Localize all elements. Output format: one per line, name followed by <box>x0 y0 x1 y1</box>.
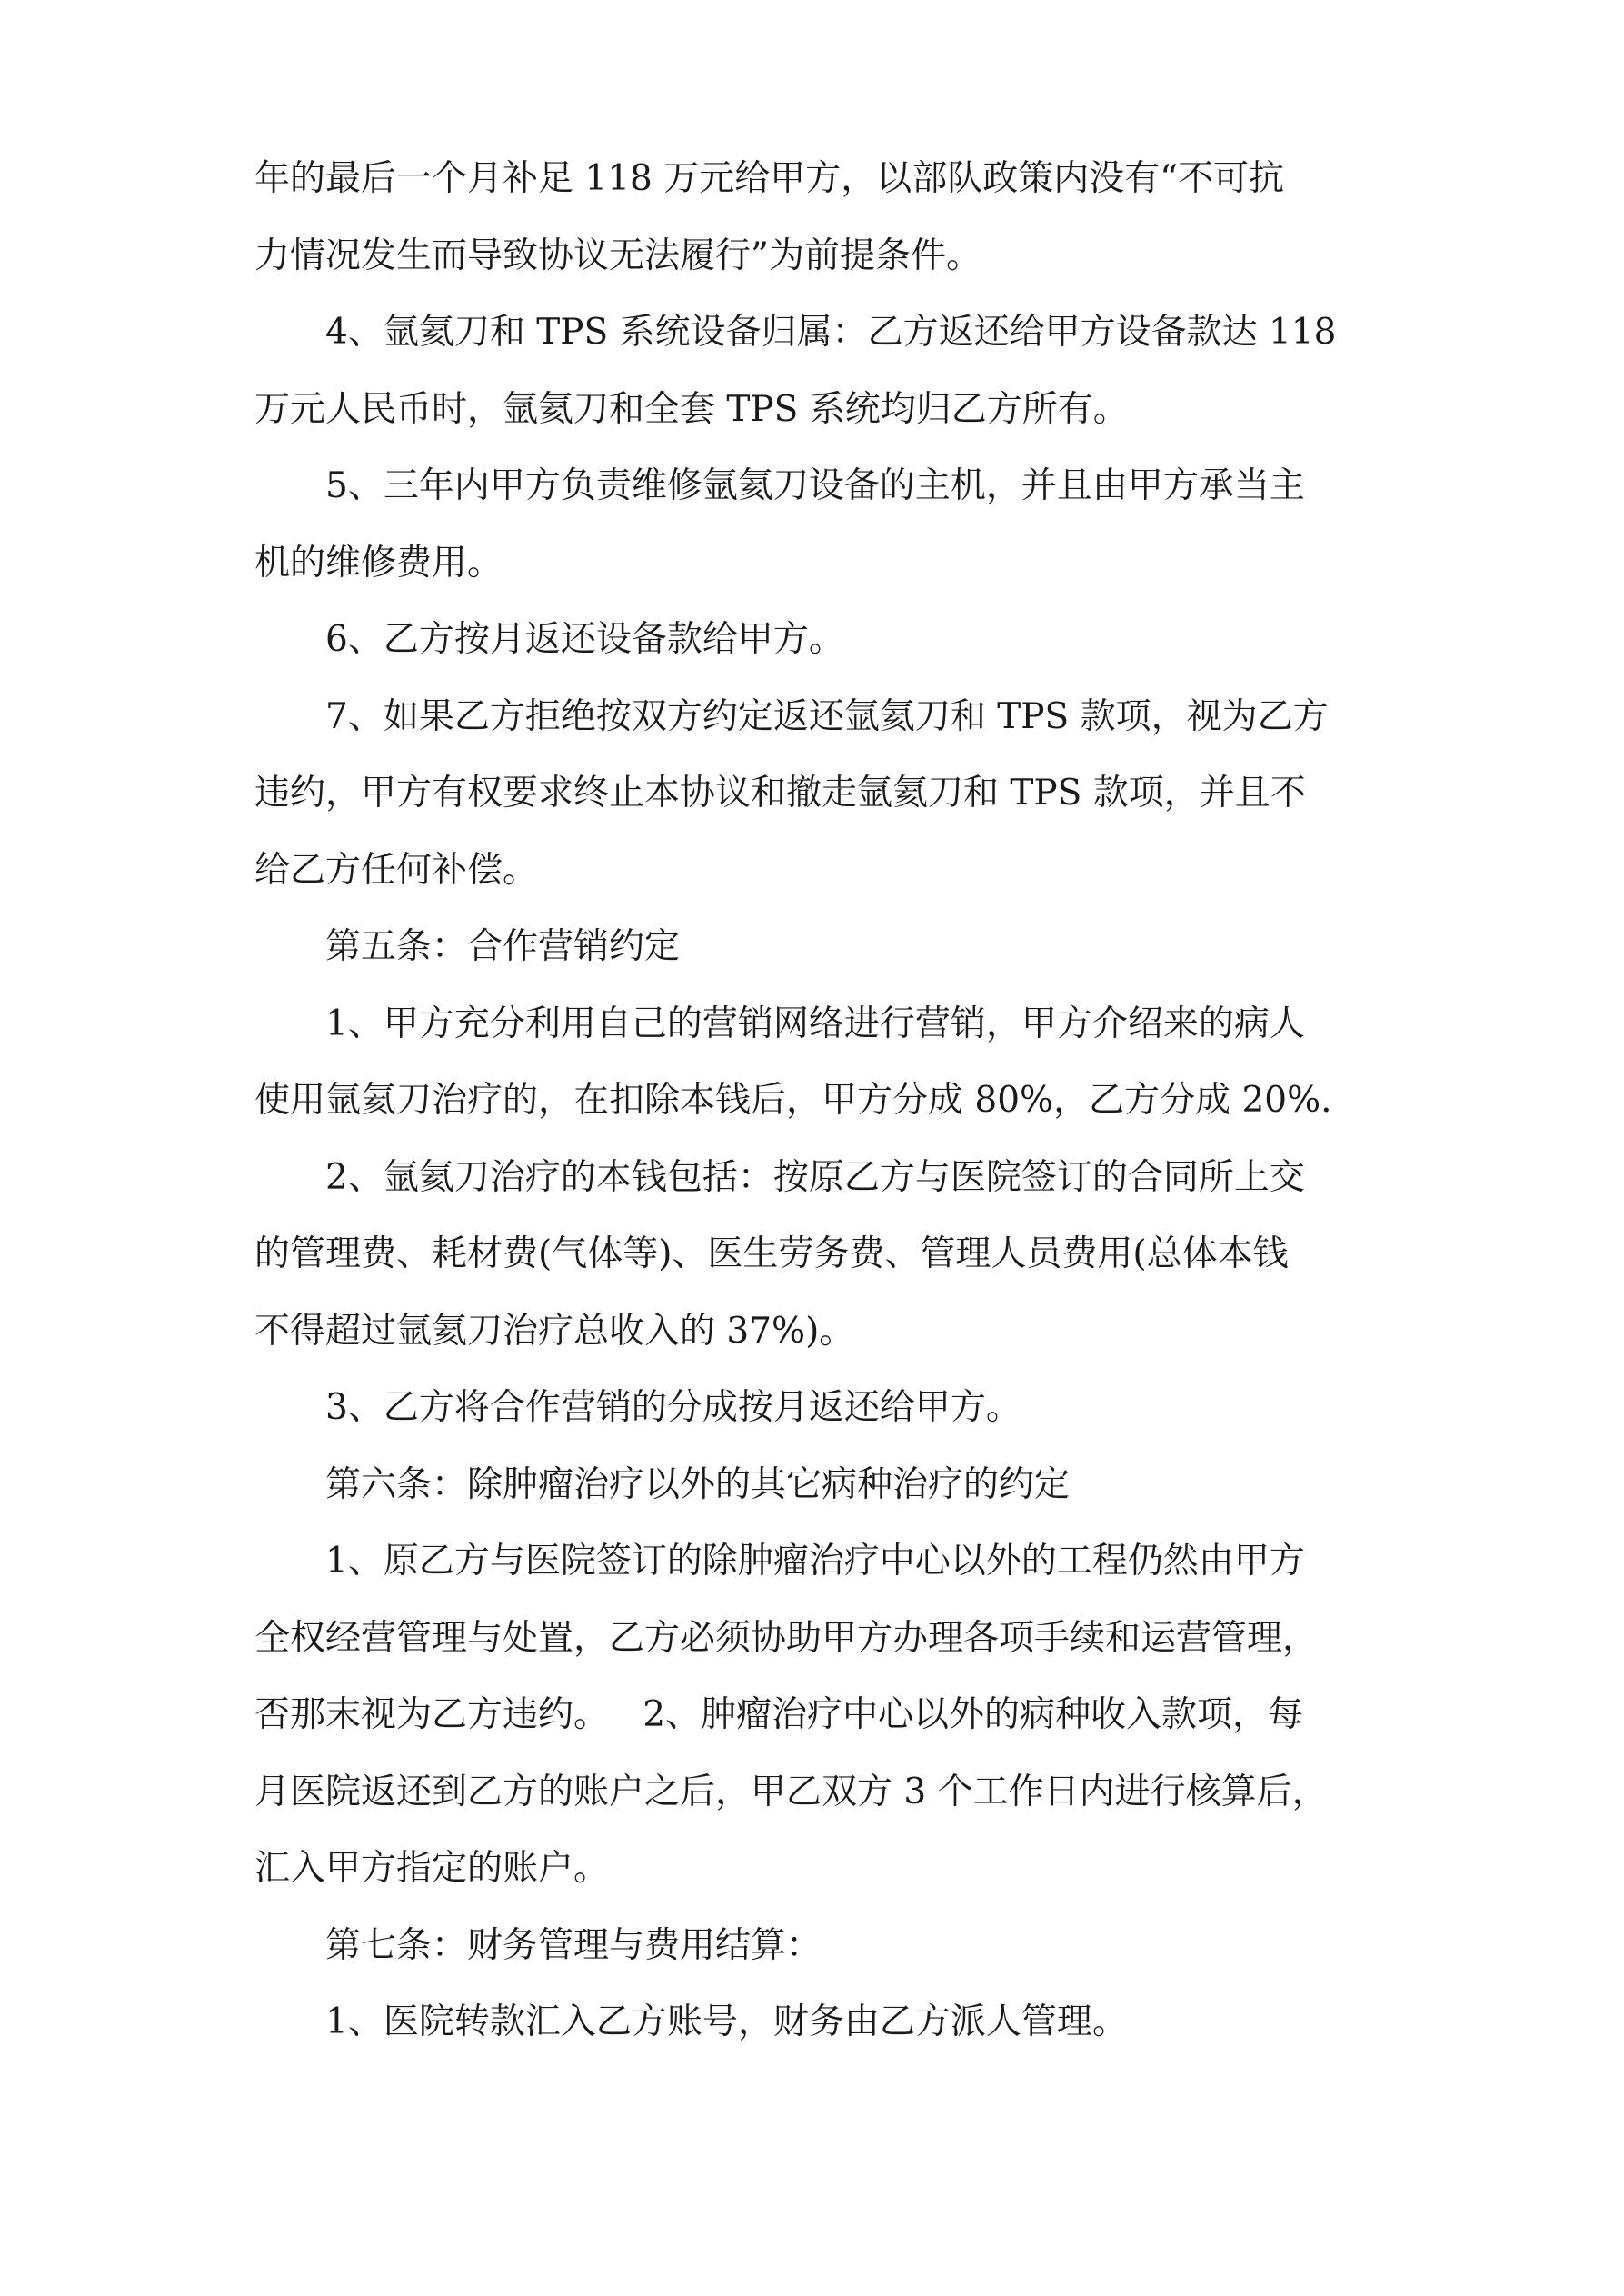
text-line: 3、乙方将合作营销的分成按月返还给甲方。 <box>325 1387 1021 1428</box>
text-line: 1、原乙方与医院签订的除肿瘤治疗中心以外的工程仍然由甲方 <box>325 1541 1305 1582</box>
text-line: 不得超过氩氦刀治疗总收入的 37%)。 <box>254 1310 855 1352</box>
document-body <box>254 141 1381 2061</box>
text-line: 1、医院转款汇入乙方账号，财务由乙方派人管理。 <box>325 2002 1128 2042</box>
text-line: 否那末视为乙方违约。 2、肿瘤治疗中心以外的病种收入款项，每 <box>254 1694 1304 1735</box>
section-heading: 第七条：财务管理与费用结算： <box>325 1924 822 1966</box>
text-line: 机的维修费用。 <box>254 542 503 584</box>
text-line: 月医院返还到乙方的账户之后，甲乙双方 3 个工作日内进行核算后， <box>254 1771 1328 1812</box>
text-line: 2、氩氦刀治疗的本钱包括：按原乙方与医院签订的合同所上交 <box>325 1156 1305 1198</box>
text-line: 的管理费、耗材费(气体等)、医生劳务费、管理人员费用(总体本钱 <box>254 1233 1289 1274</box>
text-line: 1、甲方充分利用自己的营销网络进行营销，甲方介绍来的病人 <box>325 1003 1305 1044</box>
text-line: 万元人民币时，氩氦刀和全套 TPS 系统均归乙方所有。 <box>254 388 1129 430</box>
text-line: 给乙方任何补偿。 <box>254 849 539 891</box>
text-line: 力情况发生而导致协议无法履行”为前提条件。 <box>254 235 981 276</box>
text-line: 5、三年内甲方负责维修氩氦刀设备的主机，并且由甲方承当主 <box>325 465 1305 506</box>
text-line: 7、如果乙方拒绝按双方约定返还氩氦刀和 TPS 款项，视为乙方 <box>325 695 1329 737</box>
text-line: 4、氩氦刀和 TPS 系统设备归属：乙方返还给甲方设备款达 118 <box>325 312 1337 353</box>
section-heading: 第五条：合作营销约定 <box>325 926 681 967</box>
text-line: 违约，甲方有权要求终止本协议和撤走氩氦刀和 TPS 款项，并且不 <box>254 773 1306 814</box>
text-line: 汇入甲方指定的账户。 <box>254 1848 610 1889</box>
text-line: 全权经营管理与处置，乙方必须协助甲方办理各项手续和运营管理， <box>254 1617 1319 1659</box>
text-line: 6、乙方按月返还设备款给甲方。 <box>325 619 844 660</box>
text-line: 年的最后一个月补足 118 万元给甲方，以部队政策内没有“不可抗 <box>254 158 1285 199</box>
text-line: 使用氩氦刀治疗的，在扣除本钱后，甲方分成 80%，乙方分成 20%. <box>254 1080 1332 1121</box>
section-heading: 第六条：除肿瘤治疗以外的其它病种治疗的约定 <box>325 1463 1071 1505</box>
